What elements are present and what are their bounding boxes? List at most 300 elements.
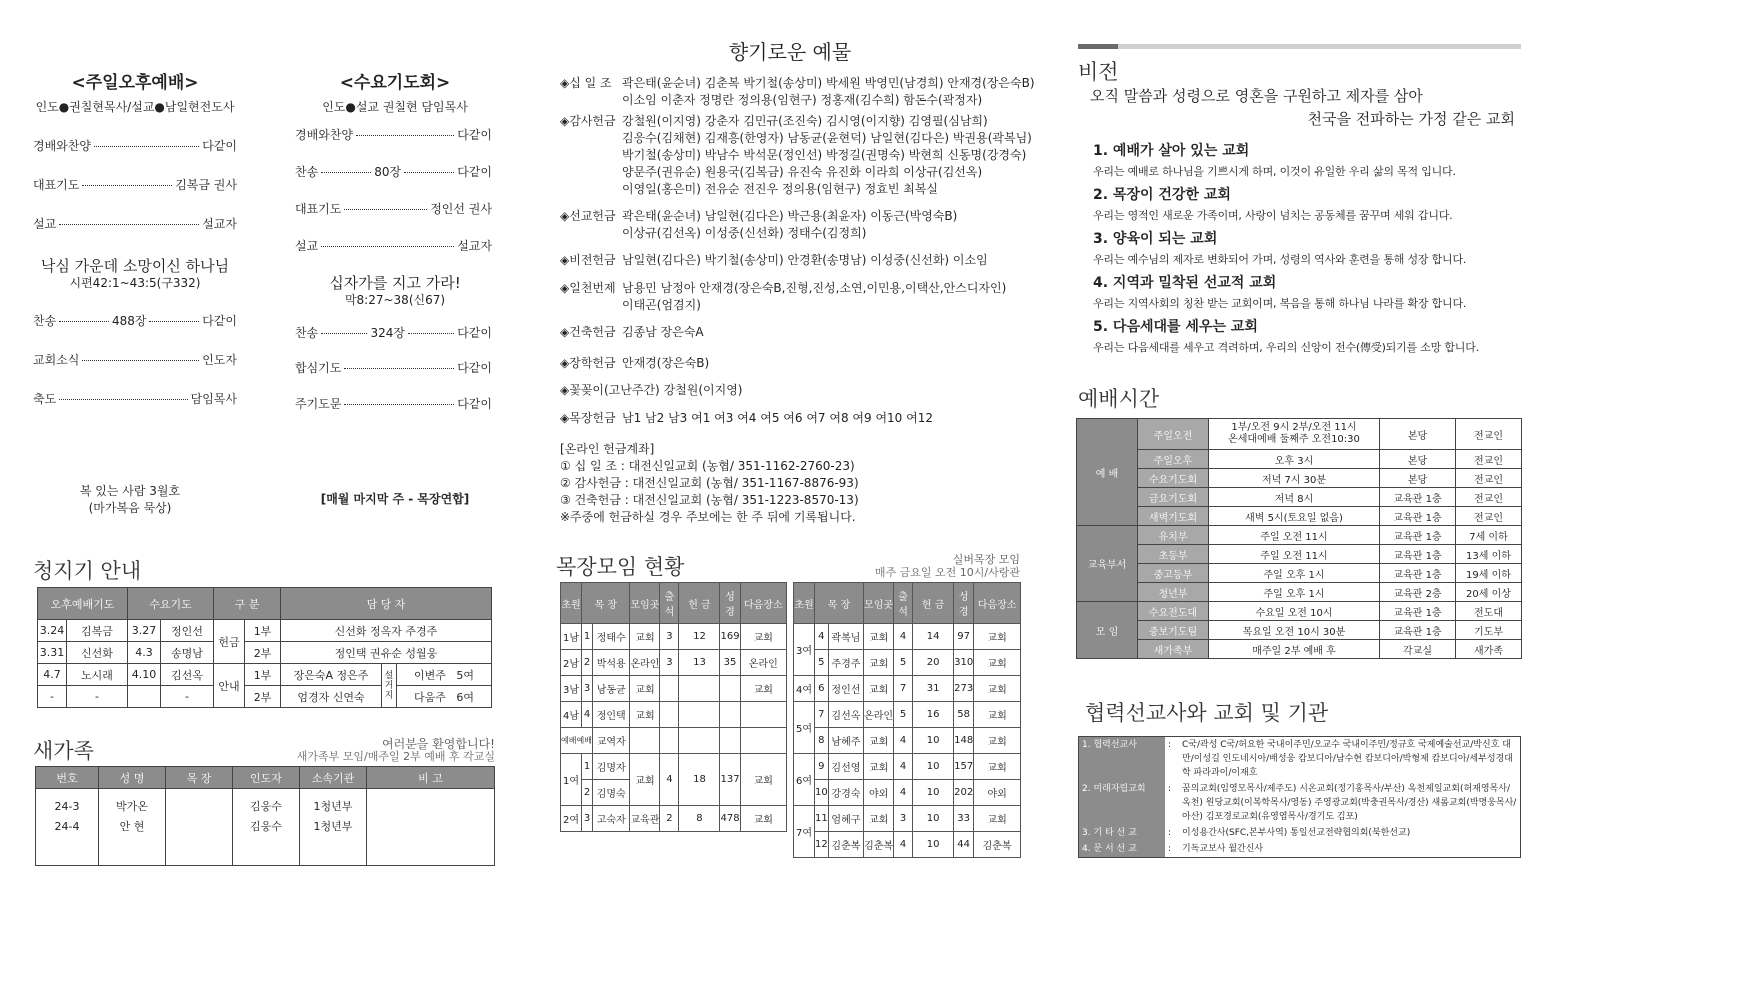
mokjang-cell: 157: [954, 754, 974, 780]
schedule-cell: 교육관 1층: [1380, 507, 1456, 526]
schedule-cell: 본당: [1380, 469, 1456, 488]
mokjang-cell: [720, 702, 740, 728]
mokjang-cell: 고숙자: [593, 806, 630, 832]
schedule-cell: 7세 이하: [1456, 526, 1522, 545]
afternoon-row: 대표기도 김복금 권사: [33, 178, 237, 192]
schedule-cell: 새가족: [1456, 640, 1522, 659]
partners-category: 3. 기 타 선 교: [1079, 825, 1166, 841]
mokjang-cell: [679, 676, 720, 702]
mokjang-cell: 58: [954, 702, 974, 728]
mokjang-header: 초원: [794, 583, 815, 624]
duty-cell: 1부: [245, 620, 281, 642]
mokjang-cell: 4: [660, 754, 679, 806]
afternoon-row: 찬송 488장 다같이: [33, 314, 237, 328]
schedule-cell: 교육관 1층: [1380, 488, 1456, 507]
partners-text: 꿈의교회(임영모목사/제주도) 시온교회(정기홍목사/부산) 옥천제일교회(허재영목사/옥천) 원당교회(이복학목사/영동) 주영광교회(박충권목사/경산) 새롬교회(박명웅목사/아산) 김포경로교회(유영엽목사/경기도 김포): [1182, 784, 1517, 822]
duty-group: 안내: [214, 664, 245, 708]
silver-mokjang-time: 매주 금요일 오전 10시/사랑관: [874, 566, 1020, 579]
mokjang-cell: 교회: [974, 728, 1021, 754]
mokjang-header: 목 장: [815, 583, 864, 624]
duty-cell: 신선화: [67, 642, 128, 664]
mokjang-cell: 교회: [740, 754, 786, 806]
vision-item: 1. 예배가 살아 있는 교회 우리는 예배로 하나님을 기쁘시게 하며, 이것이 유일한 우리 삶의 목적 입니다.: [1093, 143, 1456, 178]
mokjang-cell: 온라인: [740, 650, 786, 676]
schedule-cell: 초등부: [1138, 545, 1209, 564]
vision-title: 비전: [1078, 60, 1119, 84]
mokjang-cell: 김선영: [828, 754, 863, 780]
mokjang-cell: 야외: [974, 780, 1021, 806]
newcomers-cell: [166, 789, 233, 866]
mokjang-cell: [660, 702, 679, 728]
mokjang-cell: 교육관: [630, 806, 660, 832]
offering-item: ◈목장헌금 남1 남2 남3 여1 여3 여4 여5 여6 여7 여8 여9 여10 여12: [560, 411, 933, 425]
mokjang-header: 성경: [720, 583, 740, 624]
duty-cell: 김선옥: [161, 664, 214, 686]
offerings-title: 향기로운 예물: [728, 40, 852, 64]
mokjang-cell: 교회: [974, 702, 1021, 728]
vision-statement-2: 천국을 전파하는 가정 같은 교회: [1307, 110, 1515, 128]
mokjang-header: 다음장소: [740, 583, 786, 624]
duty-group: 헌금: [214, 620, 245, 664]
mokjang-cell: 김춘복: [864, 832, 894, 858]
mokjang-cell: 남동균: [593, 676, 630, 702]
mokjang-cell: 교회: [740, 806, 786, 832]
mokjang-cell: 31: [913, 676, 954, 702]
schedule-cell: 각교실: [1380, 640, 1456, 659]
mokjang-cell: 33: [954, 806, 974, 832]
mokjang-cell: 137: [720, 754, 740, 806]
mokjang-cell: 3: [582, 806, 593, 832]
mokjang-cell: 169: [720, 624, 740, 650]
offering-item: ◈건축헌금 김종남 장은숙A: [560, 325, 704, 339]
mokjang-cell: 13: [679, 650, 720, 676]
mokjang-cell: 교회: [974, 806, 1021, 832]
offering-item: ◈장학헌금 안재경(장은숙B): [560, 356, 710, 370]
mokjang-cell: 4남: [561, 702, 582, 728]
offering-item: ◈일천번제 남용민 남정아 안재경(장은숙B,진형,진성,소연,이민용,이택산,안스디자인) 이태곤(엄겸지): [560, 281, 1007, 312]
mokjang-cell: 3: [660, 624, 679, 650]
schedule-cell: 기도부: [1456, 621, 1522, 640]
mokjang-cell: 10: [913, 780, 954, 806]
mokjang-cell: 97: [954, 624, 974, 650]
schedule-cell: 청년부: [1138, 583, 1209, 602]
mokjang-header: 다음장소: [974, 583, 1021, 624]
mokjang-header: 헌 금: [913, 583, 954, 624]
mokjang-cell: [740, 728, 786, 754]
mokjang-cell: 7: [894, 676, 913, 702]
schedule-cell: 전도대: [1456, 602, 1522, 621]
schedule-category: 교육부서: [1077, 526, 1138, 602]
schedule-cell: 유치부: [1138, 526, 1209, 545]
duty-sub-label: 설거지: [382, 664, 397, 708]
schedule-cell: 목요일 오전 10시 30분: [1209, 621, 1380, 640]
mokjang-cell: 2남: [561, 650, 582, 676]
mokjang-cell: 5: [894, 650, 913, 676]
schedule-cell: 전교인: [1456, 450, 1522, 469]
mokjang-cell: 1여: [561, 754, 582, 806]
mokjang-header: 모임곳: [630, 583, 660, 624]
mokjang-cell: 교회: [630, 702, 660, 728]
schedule-cell: 13세 이하: [1456, 545, 1522, 564]
mokjang-cell: 10: [913, 728, 954, 754]
offering-item: ◈꽃꽂이(고난주간) 강철원(이지영): [560, 383, 743, 397]
mokjang-header: 성경: [954, 583, 974, 624]
wednesday-title: <수요기도회>: [339, 73, 451, 93]
schedule-category: 모 임: [1077, 602, 1138, 659]
wednesday-row: 찬송 80장 다같이: [295, 165, 492, 179]
mokjang-cell: [740, 702, 786, 728]
mokjang-cell: 4여: [794, 676, 815, 702]
schedule-cell: 주일 오전 11시: [1209, 526, 1380, 545]
mokjang-cell: 정태수: [593, 624, 630, 650]
duty-cell: 4.10: [128, 664, 161, 686]
partners-category: 1. 협력선교사: [1079, 737, 1166, 782]
mokjang-cell: 18: [679, 754, 720, 806]
mokjang-cell: 예배예배: [561, 728, 593, 754]
newcomers-title: 새가족: [33, 739, 94, 763]
silver-mokjang: 실버목장 모임: [952, 553, 1020, 566]
schedule-cell: 20세 이상: [1456, 583, 1522, 602]
mokjang-cell: 1: [582, 754, 593, 780]
duty-cell: -: [67, 686, 128, 708]
mokjang-cell: 2: [660, 806, 679, 832]
mokjang-cell: 9: [815, 754, 829, 780]
mokjang-cell: 3: [660, 650, 679, 676]
mokjang-cell: 교회: [864, 754, 894, 780]
schedule-cell: 주일 오후 1시: [1209, 564, 1380, 583]
mokjang-cell: 교회: [864, 624, 894, 650]
mokjang-cell: 김명자: [593, 754, 630, 780]
wednesday-leader: 인도●설교 권칠현 담임목사: [322, 100, 468, 114]
mokjang-cell: 교회: [740, 624, 786, 650]
mokjang-cell: 교회: [630, 676, 660, 702]
mokjang-cell: 2: [582, 650, 593, 676]
newcomers-header: 인도자: [233, 767, 300, 789]
schedule-table: [1076, 418, 1522, 659]
schedule-cell: 수요일 오전 10시: [1209, 602, 1380, 621]
mokjang-cell: 3: [894, 806, 913, 832]
mokjang-cell: 202: [954, 780, 974, 806]
afternoon-row: 설교 설교자: [33, 217, 237, 231]
newcomers-cell: 1청년부 1청년부: [300, 789, 367, 866]
schedule-title: 예배시간: [1078, 387, 1160, 411]
mokjang-cell: 10: [815, 780, 829, 806]
duty-cell: 2부: [245, 686, 281, 708]
wednesday-sermon-ref: 막8:27~38(신67): [344, 293, 446, 307]
schedule-cell: 교육관 1층: [1380, 602, 1456, 621]
schedule-cell: 전교인: [1456, 488, 1522, 507]
schedule-cell: 새벽 5시(토요일 없음): [1209, 507, 1380, 526]
mokjang-header: 출석: [894, 583, 913, 624]
mokjang-cell: 김명숙: [593, 780, 630, 806]
mokjang-cell: 교회: [974, 676, 1021, 702]
mokjang-cell: 8: [815, 728, 829, 754]
vision-item: 4. 지역과 밀착된 선교적 교회 우리는 지역사회의 칭찬 받는 교회이며, 복음을 통해 하나님 나라를 확장 합니다.: [1093, 275, 1467, 310]
schedule-cell: 오후 3시: [1209, 450, 1380, 469]
mokjang-cell: 4: [894, 780, 913, 806]
mokjang-cell: 교회: [864, 650, 894, 676]
duty-cell: 2부: [245, 642, 281, 664]
newcomers-cell: 박가온 안 현: [99, 789, 166, 866]
newcomers-cell: [367, 789, 495, 866]
mokjang-cell: 김춘복: [974, 832, 1021, 858]
mokjang-cell: [660, 728, 679, 754]
afternoon-sermon-ref: 시편42:1~43:5(구332): [69, 276, 201, 290]
mokjang-cell: 148: [954, 728, 974, 754]
duty-cell: 4.7: [38, 664, 67, 686]
mokjang-cell: [630, 728, 660, 754]
duty-cell: 장은숙A 정은주: [281, 664, 382, 686]
online-accounts: [온라인 헌금계좌] ① 십 일 조 : 대전신일교회 (농협/ 351-1162-2760-23) ② 감사헌금 : 대전신일교회 (농협/ 351-1167-8876-93) ③ 건축헌금 : 대전신일교회 (농협/ 351-1223-8570-13) ※주중에 헌금하실 경우 주보에는 한 주 뒤에 기록됩니다.: [560, 442, 859, 524]
schedule-cell: 교육관 1층: [1380, 564, 1456, 583]
mokjang-cell: 야외: [864, 780, 894, 806]
schedule-cell: 19세 이하: [1456, 564, 1522, 583]
schedule-cell: 저녁 8시: [1209, 488, 1380, 507]
mokjang-cell: 7: [815, 702, 829, 728]
mokjang-cell: 김춘복: [828, 832, 863, 858]
mokjang-cell: 8: [679, 806, 720, 832]
mokjang-cell: 7여: [794, 806, 815, 858]
mokjang-cell: 교회: [630, 624, 660, 650]
mokjang-cell: [660, 676, 679, 702]
mokjang-cell: 김선옥: [828, 702, 863, 728]
mokjang-cell: 박석용: [593, 650, 630, 676]
mokjang-header: 헌 금: [679, 583, 720, 624]
schedule-cell: 전교인: [1456, 507, 1522, 526]
afternoon-title: <주일오후예배>: [71, 73, 199, 93]
schedule-cell: 전교인: [1456, 419, 1522, 450]
partners-text: 이성용간사(SFC,본부사역) 통일선교전략협의회(북한선교): [1182, 828, 1411, 838]
duty-header: 오후예배기도: [38, 588, 128, 620]
mokjang-cell: 6: [815, 676, 829, 702]
newcomers-header: 번호: [36, 767, 99, 789]
mokjang-cell: 교회: [864, 676, 894, 702]
mokjang-cell: 16: [913, 702, 954, 728]
mokjang-cell: 교회: [630, 754, 660, 806]
monthly-book: 복 있는 사람 3월호: [79, 484, 181, 498]
schedule-cell: 본당: [1380, 419, 1456, 450]
mokjang-header: 목 장: [582, 583, 630, 624]
schedule-cell: 저녁 7시 30분: [1209, 469, 1380, 488]
duty-cell: 4.3: [128, 642, 161, 664]
partners-category: 4. 문 서 선 교: [1079, 841, 1166, 858]
mokjang-cell: 10: [913, 754, 954, 780]
newcomers-header: 비 고: [367, 767, 495, 789]
duty-cell: 정인선: [161, 620, 214, 642]
mokjang-cell: 5: [894, 702, 913, 728]
partners-category: 2. 미래자립교회: [1079, 781, 1166, 825]
offering-item: ◈선교헌금 곽은태(윤순녀) 남일현(김다은) 박근용(최윤자) 이동근(박영숙B) 이상규(김선옥) 이성중(신선화) 정태수(김정희): [560, 209, 958, 240]
mokjang-cell: 310: [954, 650, 974, 676]
afternoon-row: 교회소식 인도자: [33, 353, 237, 367]
mokjang-cell: [679, 702, 720, 728]
duty-header: 수요기도: [128, 588, 214, 620]
mokjang-cell: 35: [720, 650, 740, 676]
schedule-cell: 매주일 2부 예배 후: [1209, 640, 1380, 659]
mokjang-cell: 2: [582, 780, 593, 806]
duty-cell: -: [38, 686, 67, 708]
schedule-cell: 중보기도팀: [1138, 621, 1209, 640]
schedule-cell: 주일오전: [1138, 419, 1209, 450]
schedule-cell: 주일 오전 11시: [1209, 545, 1380, 564]
schedule-cell: 교육관 1층: [1380, 526, 1456, 545]
afternoon-sermon-title: 낙심 가운데 소망이신 하나님: [40, 257, 230, 275]
mokjang-cell: [720, 728, 740, 754]
mokjang-cell: 교회: [864, 806, 894, 832]
schedule-cell: 교육관 2층: [1380, 583, 1456, 602]
mokjang-cell: 6여: [794, 754, 815, 806]
mokjang-cell: 온라인: [630, 650, 660, 676]
schedule-cell: 주일오후: [1138, 450, 1209, 469]
mokjang-cell: 온라인: [864, 702, 894, 728]
mokjang-cell: 1: [582, 624, 593, 650]
mokjang-cell: 5여: [794, 702, 815, 754]
wednesday-row: 찬송 324장 다같이: [295, 326, 492, 340]
mokjang-cell: 남혜주: [828, 728, 863, 754]
newcomers-welcome: 여러분을 환영합니다!: [382, 737, 495, 751]
newcomers-table: [35, 766, 495, 866]
duty-header: 담 당 자: [281, 588, 492, 620]
mokjang-cell: 4: [894, 754, 913, 780]
mokjang-cell: 교회: [974, 754, 1021, 780]
newcomers-header: 소속기관: [300, 767, 367, 789]
vision-item: 2. 목장이 건강한 교회 우리는 영적인 새로운 가족이며, 사랑이 넘치는 공동체를 꿈꾸며 세워 갑니다.: [1093, 187, 1453, 222]
schedule-cell: 수요기도회: [1138, 469, 1209, 488]
offering-item: ◈감사헌금 강철원(이지영) 강춘자 김민규(조진숙) 김시영(이지향) 김영필(심남희) 김응수(김채현) 김재흥(한영자) 남동균(윤현덕) 남일현(김다은) 박권용(곽복님) 박기철(송상미) 박남수 박석문(정인선) 박정길(권명숙) 박현희 신동명(강경숙) 양문주(권유순) 원용국(김복금) 유진숙 유진화 이라희 이상규(김선옥) 이영일(홍은미) 전유순 전진우 정의용(임현구) 정효빈 최복실: [560, 114, 1032, 196]
vision-item: 5. 다음세대를 세우는 교회 우리는 다음세대를 세우고 격려하며, 우리의 신앙이 전수(傳受)되기를 소망 합니다.: [1093, 319, 1479, 354]
schedule-cell: 새가족부: [1138, 640, 1209, 659]
vision-item: 3. 양육이 되는 교회 우리는 예수님의 제자로 변화되어 가며, 성령의 역사와 훈련을 통해 성장 합니다.: [1093, 231, 1467, 266]
wednesday-sermon-title: 십자가를 지고 가라!: [329, 274, 461, 292]
duty-cell: 이변주 5여: [397, 664, 492, 686]
mokjang-cell: 3여: [794, 624, 815, 676]
offering-item: ◈십 일 조 곽은태(윤순녀) 김춘복 박기철(송상미) 박세원 박영민(남경희) 안재경(장은숙B) 이소임 이춘자 정명란 정의용(임현구) 정홍재(김수희) 함돈수(곽정자): [560, 76, 1035, 107]
vision-rule: [1078, 44, 1521, 49]
duty-cell: 3.31: [38, 642, 67, 664]
mokjang-cell: 273: [954, 676, 974, 702]
mokjang-cell: 교회: [740, 676, 786, 702]
duty-cell: 신선화 정옥자 주경주: [281, 620, 492, 642]
newcomers-header: 목 장: [166, 767, 233, 789]
schedule-cell: 전교인: [1456, 469, 1522, 488]
duty-cell: 3.27: [128, 620, 161, 642]
mokjang-cell: 478: [720, 806, 740, 832]
schedule-category: 예 배: [1077, 419, 1138, 526]
partners-table: 1. 협력선교사 : C국/곽성 C국/허요한 국내이주민/오교수 국내이주민/정규호 국제예술선교/박신호 대만/이성길 인도네시아/배성웅 캄보디아/남수현 캄보디아/박형제 캄보디아/세부성경대학 파라과이/이재호 2. 미래자립교회 : 꿈의교회(임영모목사/제주도) 시온교회(정기홍목사/부산) 옥천제일교회(허재영목사/옥천) 원당교회(이복학목사/영동) 주영광교회(박충권목사/경산) 새롬교회(박명웅목사/아산) 김포경로교회(유영엽목사/경기도 김포) 3. 기 타 선 교 : 이성용간사(SFC,본부사역) 통일선교전략협의회(북한선교) 4. 문 서 선 교 : 기독교보사 월간신사: [1078, 736, 1521, 858]
mokjang-cell: 2여: [561, 806, 582, 832]
mokjang-cell: 4: [815, 624, 829, 650]
schedule-cell: 수요전도대: [1138, 602, 1209, 621]
duty-cell: 정인택 권유순 성월웅: [281, 642, 492, 664]
mokjang-table-left: [560, 582, 787, 832]
mokjang-cell: 1남: [561, 624, 582, 650]
mokjang-cell: 10: [913, 832, 954, 858]
mokjang-cell: 20: [913, 650, 954, 676]
mokjang-cell: 교역자: [593, 728, 630, 754]
mokjang-cell: [720, 676, 740, 702]
schedule-cell: 1부/오전 9시 2부/오전 11시 온세대예배 둘째주 오전10:30: [1209, 419, 1380, 450]
mokjang-cell: 주경주: [828, 650, 863, 676]
mokjang-cell: 14: [913, 624, 954, 650]
mokjang-cell: 정인선: [828, 676, 863, 702]
mokjang-cell: 3: [582, 676, 593, 702]
schedule-cell: 교육관 1층: [1380, 621, 1456, 640]
duty-header: 구 분: [214, 588, 281, 620]
mokjang-cell: 교회: [864, 728, 894, 754]
mokjang-cell: 10: [913, 806, 954, 832]
newcomers-cell: 김웅수 김웅수: [233, 789, 300, 866]
duty-cell: [128, 686, 161, 708]
wednesday-row: 설교 설교자: [295, 239, 492, 253]
offering-item: ◈비전헌금 남일현(김다은) 박기철(송상미) 안경환(송명남) 이성중(신선화) 이소임: [560, 253, 988, 267]
mokjang-cell: 교회: [974, 624, 1021, 650]
duty-cell: 다움주 6여: [397, 686, 492, 708]
mokjang-cell: 44: [954, 832, 974, 858]
wednesday-row: 경배와찬양 다같이: [295, 128, 492, 142]
partners-text: 기독교보사 월간신사: [1182, 844, 1264, 854]
monthly-book-sub: (마가복음 묵상): [88, 501, 172, 515]
duty-cell: 3.24: [38, 620, 67, 642]
schedule-cell: 중고등부: [1138, 564, 1209, 583]
mokjang-cell: 교회: [974, 650, 1021, 676]
vision-statement-1: 오직 말씀과 성령으로 영혼을 구원하고 제자를 삼아: [1090, 87, 1423, 105]
schedule-cell: 교육관 1층: [1380, 545, 1456, 564]
mokjang-header: 모임곳: [864, 583, 894, 624]
wednesday-row: 합심기도 다같이: [295, 361, 492, 375]
mokjang-cell: 강경숙: [828, 780, 863, 806]
newcomers-cell: 24-3 24-4: [36, 789, 99, 866]
mokjang-header: 초원: [561, 583, 582, 624]
duty-cell: 노시래: [67, 664, 128, 686]
mokjang-title: 목장모임 현황: [556, 555, 685, 579]
afternoon-row: 경배와찬양 다같이: [33, 139, 237, 153]
duty-table: [37, 587, 492, 708]
partners-title: 협력선교사와 교회 및 기관: [1085, 701, 1329, 725]
newcomers-note: 새가족부 모임/매주일 2부 예배 후 각교실: [296, 750, 495, 763]
mokjang-cell: 12: [679, 624, 720, 650]
mokjang-cell: 곽복님: [828, 624, 863, 650]
schedule-cell: 본당: [1380, 450, 1456, 469]
mokjang-cell: 4: [894, 624, 913, 650]
duty-cell: 송명남: [161, 642, 214, 664]
newcomers-header: 성 명: [99, 767, 166, 789]
mokjang-table-right: [793, 582, 1021, 858]
schedule-cell: 주일 오후 1시: [1209, 583, 1380, 602]
mokjang-cell: 4: [894, 832, 913, 858]
wednesday-row: 주기도문 다같이: [295, 397, 492, 411]
mokjang-cell: 4: [582, 702, 593, 728]
mokjang-cell: [679, 728, 720, 754]
mokjang-cell: 3남: [561, 676, 582, 702]
duty-cell: 김복금: [67, 620, 128, 642]
mokjang-cell: 엄혜구: [828, 806, 863, 832]
mokjang-cell: 정인택: [593, 702, 630, 728]
duty-title: 청지기 안내: [33, 559, 142, 583]
duty-cell: 1부: [245, 664, 281, 686]
mokjang-cell: 5: [815, 650, 829, 676]
afternoon-leader: 인도●권칠현목사/설교●남일현전도사: [35, 100, 235, 114]
afternoon-row: 축도 담임목사: [33, 392, 237, 406]
mokjang-cell: 12: [815, 832, 829, 858]
partners-text: C국/곽성 C국/허요한 국내이주민/오교수 국내이주민/정규호 국제예술선교/박신호 대만/이성길 인도네시아/배성웅 캄보디아/남수현 캄보디아/박형제 캄보디아/세부성경대학 파라과이/이재호: [1182, 740, 1513, 778]
duty-cell: -: [161, 686, 214, 708]
mokjang-cell: 11: [815, 806, 829, 832]
vision-rule-accent: [1078, 44, 1118, 49]
mokjang-cell: 4: [894, 728, 913, 754]
schedule-cell: 금요기도회: [1138, 488, 1209, 507]
duty-cell: 엄경자 신연숙: [281, 686, 382, 708]
mokjang-union-note: [매월 마지막 주 - 목장연합]: [320, 492, 470, 506]
